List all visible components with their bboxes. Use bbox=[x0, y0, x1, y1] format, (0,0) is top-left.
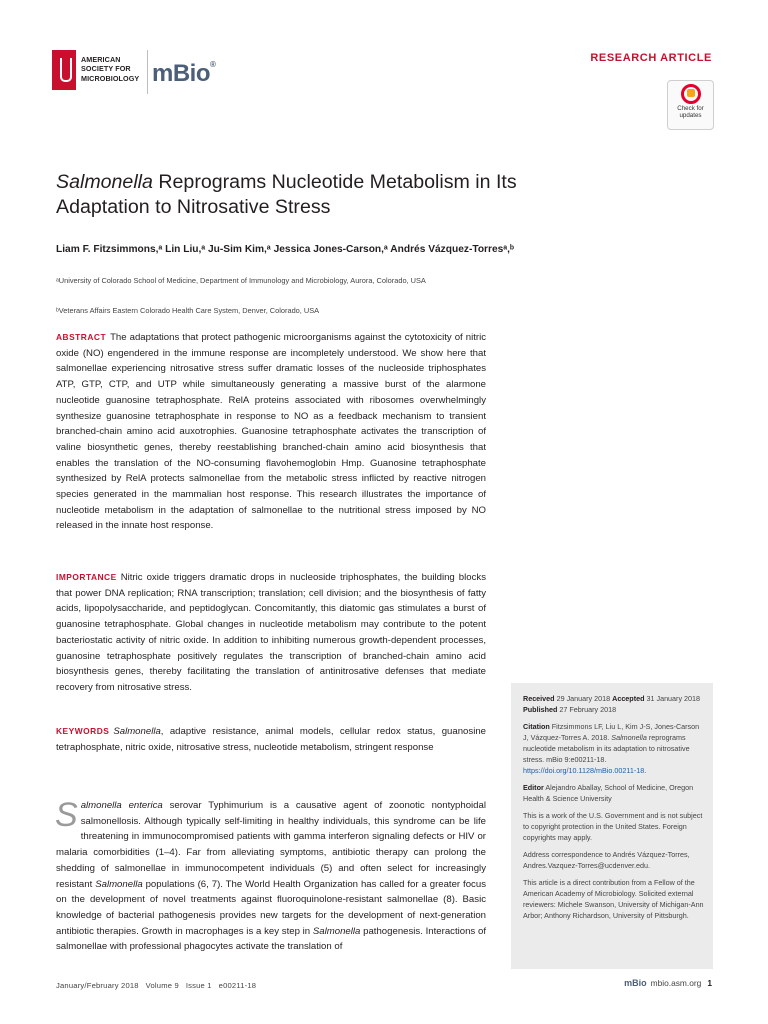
accepted-date: 31 January 2018 bbox=[644, 694, 701, 703]
title-line2: Adaptation to Nitrosative Stress bbox=[56, 196, 331, 218]
citation-text: . bbox=[644, 766, 647, 775]
citation-text: Fitzsimmons LF, Liu L, Kim J-S, Jones-Carson J, Vázquez-Torres A. 2018. bbox=[523, 722, 700, 742]
page-number: 1 bbox=[707, 978, 712, 988]
contribution-note: This article is a direct contribution from a Fellow of the American Academy of Microbiology. Solicited external reviewers: Michele Swanson, University of Michigan-Ann Arbor; Anthony Richardson, University of Pittsburgh. bbox=[523, 878, 704, 920]
citation-text: reprograms nucleotide metabolism in its adaptation to nitrosative stress. mBio 9:e00211-18. bbox=[523, 733, 690, 764]
intro-text: almonella enterica bbox=[80, 800, 163, 811]
author-list: Liam F. Fitzsimmons,ᵃ Lin Liu,ᵃ Ju-Sim Kim,ᵃ Jessica Jones-Carson,ᵃ Andrés Vázquez-Torresᵃ,ᵇ bbox=[56, 244, 514, 255]
journal-logo-mark: ® bbox=[210, 60, 216, 69]
abstract bbox=[56, 330, 486, 534]
keyword-italic: Salmonella bbox=[113, 726, 161, 737]
published-label: Published bbox=[523, 705, 558, 714]
affiliation-a: ᵃUniversity of Colorado School of Medicine, Department of Immunology and Microbiology, Aurora, Colorado, USA bbox=[56, 276, 426, 285]
check-updates-button[interactable] bbox=[667, 80, 714, 130]
intro-text: Salmonella bbox=[95, 878, 143, 890]
asm-logo bbox=[52, 44, 144, 96]
footer-right bbox=[624, 978, 712, 988]
issue-info: January/February 2018 Volume 9 Issue 1 e00211-18 bbox=[56, 981, 257, 990]
check-updates-line: Check for bbox=[677, 105, 704, 112]
citation bbox=[523, 721, 704, 776]
citation-text: Salmonella bbox=[611, 733, 647, 742]
publisher-line: MICROBIOLOGY bbox=[81, 73, 140, 83]
article-type: RESEARCH ARTICLE bbox=[590, 52, 712, 64]
footer-journal-logo: mBio bbox=[624, 978, 647, 988]
title-italic: Salmonella bbox=[56, 171, 153, 193]
importance bbox=[56, 570, 486, 696]
editor-label: Editor bbox=[523, 783, 544, 792]
asm-logo-mark bbox=[52, 50, 76, 90]
importance-label: IMPORTANCE bbox=[56, 572, 117, 582]
check-updates-line: updates bbox=[679, 112, 702, 119]
correspondence: Address correspondence to Andrés Vázquez-Torres, Andres.Vazquez-Torres@ucdenver.edu. bbox=[523, 850, 690, 870]
title-line1: Reprograms Nucleotide Metabolism in Its bbox=[152, 171, 517, 193]
received-date: 29 January 2018 bbox=[554, 694, 613, 703]
publisher-name bbox=[81, 55, 139, 83]
importance-text: Nitric oxide triggers dramatic drops in nucleoside triphosphates, the building blocks that power DNA replication; RNA transcription; translation; cell division; and the biosynthesis of fatty acids, lipopolysaccharide, and peptidoglycan. Concomitantly, this diatomic gas stimulates a burst of guanosine tetraphosphate. Global changes in nucleotide metabolism may contribute to the potent bacteriostatic activity of nitric oxide. In addition to inhibiting numerous growth-dependent processes, guanosine tetraphosphate positively regulates the transcription of branched-chain amino acid biosynthesis genes, thereby facilitating the translation of antinitrosative defenses that mediate recovery from nitrosative stress. bbox=[56, 572, 486, 693]
copyright-note: This is a work of the U.S. Government and is not subject to copyright protection in the United States. Foreign copyrights may apply. bbox=[523, 811, 703, 842]
abstract-text: The adaptations that protect pathogenic microorganisms against the cytotoxicity of nitric oxide (NO) engendered in the immune response are incompletely understood. We show here that salmonellae experiencing nitrosative stress suffer dramatic losses of the nucleoside triphosphates ATP, GTP, CTP, and UTP while simultaneously generating a massive burst of the alarmone nucleotide guanosine tetraphosphate. RelA proteins associated with ribosomes overwhelmingly synthesize guanosine tetraphosphate in response to NO as a feedback mechanism to transient branched-chain amino acid auxotrophies. Guanosine tetraphosphate activates the transcription of valine biosynthetic genes, thereby reestablishing branched-chain amino acid biosynthesis that enables the translation of the NO-consuming flavohemoglobin Hmp. Guanosine tetraphosphate synthesized by RelA protects salmonellae from the metabolic stress inflicted by reactive nitrogen species generated in the mammalian host response. This research illustrates the importance of nucleotide metabolism in the adaptation of salmonellae to the nutritional stress imposed by NO released in the innate host response. bbox=[56, 332, 486, 532]
keywords-text: , adaptive resistance, animal models, cellular redox status, guanosine tetraphosphate, nitric oxide, nitrosative stress, nucleotide metabolism, stringent response bbox=[56, 726, 486, 753]
publisher-line: SOCIETY FOR bbox=[81, 64, 131, 74]
keywords-label: KEYWORDS bbox=[56, 726, 110, 736]
check-updates-label bbox=[668, 105, 713, 119]
journal-site-link[interactable]: mbio.asm.org bbox=[650, 978, 702, 988]
doi-link[interactable]: https://doi.org/10.1128/mBio.00211-18 bbox=[523, 766, 645, 775]
intro-paragraph bbox=[56, 798, 486, 955]
editor bbox=[523, 782, 704, 804]
intro-text: pathogenesis. Interactions of salmonellae with professional phagocytes activate the translation of bbox=[56, 925, 486, 953]
citation-label: Citation bbox=[523, 722, 550, 731]
drop-cap: S bbox=[55, 796, 78, 834]
journal-logo-text: mBio bbox=[152, 60, 210, 87]
journal-logo bbox=[152, 60, 215, 88]
check-updates-icon bbox=[681, 84, 701, 104]
accepted-label: Accepted bbox=[612, 694, 645, 703]
intro-text: serovar Typhimurium is a causative agent of zoonotic nontyphoidal salmonellosis. Although typically self-limiting in healthy individuals, this syndrome can be life threatening in immunocompromised patients with gamma interferon signaling defects or HIV or malaria comorbidities (1–4). Far from alleviating symptoms, antibiotic therapy can prolong the shedding of salmonellae in immunocompetent individuals (5) and often select for increasingly resistant bbox=[56, 800, 486, 890]
intro-text: populations (6, 7). The World Health Organization has called for a greater focus on the development of novel treatments against fluoroquinolone-resistant salmonellae (8). Basic knowledge of bacterial pathogenesis provides new targets for the development of next-generation antibiotic therapies. Growth in macrophages is a key step in bbox=[56, 878, 486, 937]
logo-divider bbox=[147, 50, 148, 94]
article-title bbox=[56, 170, 676, 220]
dates bbox=[523, 693, 704, 715]
publisher-line: AMERICAN bbox=[81, 55, 121, 64]
article-info-sidebar bbox=[511, 683, 713, 969]
editor-text: Alejandro Aballay, School of Medicine, Oregon Health & Science University bbox=[523, 783, 694, 803]
received-label: Received bbox=[523, 694, 555, 703]
keywords bbox=[56, 724, 486, 755]
abstract-label: ABSTRACT bbox=[56, 332, 107, 342]
published-date: 27 February 2018 bbox=[557, 705, 617, 714]
affiliation-b: ᵇVeterans Affairs Eastern Colorado Health Care System, Denver, Colorado, USA bbox=[56, 306, 320, 315]
intro-text: Salmonella bbox=[312, 925, 361, 937]
